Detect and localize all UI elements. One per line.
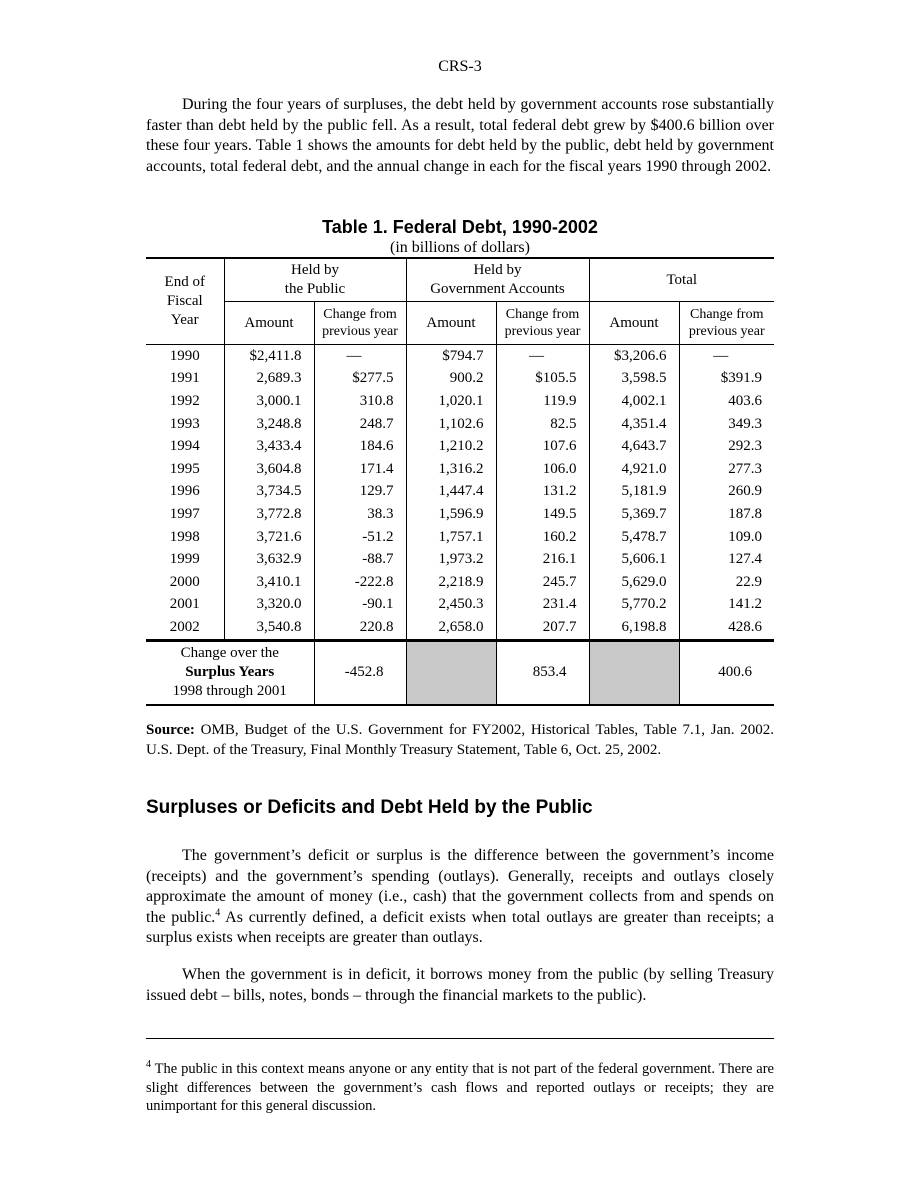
cell-tot-amt: 5,629.0 xyxy=(589,571,679,594)
cell-tot-amt: 5,606.1 xyxy=(589,548,679,571)
cell-tot-amt: 5,770.2 xyxy=(589,594,679,617)
cell-year: 1993 xyxy=(169,415,200,432)
cell-pub-chg: $277.5 xyxy=(314,368,406,391)
table-row xyxy=(146,390,774,413)
cell-pub-chg: 129.7 xyxy=(314,481,406,504)
summary-label: Change over the Surplus Years 1998 through 2001 xyxy=(146,640,314,705)
header-held-by-public: Held by the Public xyxy=(224,258,406,302)
cell-tot-amt: 4,921.0 xyxy=(589,458,679,481)
cell-gov-amt: 1,102.6 xyxy=(406,413,496,436)
cell-pub-chg: 171.4 xyxy=(314,458,406,481)
footnote-reference: 4 xyxy=(215,907,221,919)
summary-total-change: 400.6 xyxy=(679,640,774,705)
table-row xyxy=(146,413,774,436)
cell-tot-amt: 5,478.7 xyxy=(589,526,679,549)
cell-year: 1995 xyxy=(169,460,200,477)
cell-pub-chg: -222.8 xyxy=(314,571,406,594)
cell-year: 1990 xyxy=(146,345,224,368)
table-row xyxy=(146,548,774,571)
cell-tot-chg: 141.2 xyxy=(679,594,774,617)
header-gov-amount: Amount xyxy=(406,302,496,345)
cell-pub-chg: 248.7 xyxy=(314,413,406,436)
deficit-paragraph: The government’s deficit or surplus is the difference between the government’s income (receipts) and the government’s spending (outlays). Generally, receipts and outlays closely approximate the amount of money (i.e., cash) that the government collects from and spends on the public.$^4$ As currently defined, a deficit exists when total outlays are greater than receipts; a surplus exists when receipts are greater than outlays. xyxy=(146,847,774,946)
cell-pub-amt: 3,248.8 xyxy=(224,413,314,436)
cell-pub-amt: 3,734.5 xyxy=(224,481,314,504)
summary-gov-amount-blank xyxy=(406,640,496,705)
cell-gov-amt: 1,316.2 xyxy=(406,458,496,481)
table-row xyxy=(146,345,774,368)
cell-pub-amt: 3,540.8 xyxy=(224,616,314,640)
cell-pub-chg: — xyxy=(314,345,406,368)
cell-year: 1997 xyxy=(169,505,200,522)
table-title: Table 1. Federal Debt, 1990-2002 xyxy=(322,217,598,237)
header-gov-change: Change from previous year xyxy=(496,302,589,345)
cell-gov-amt: 1,596.9 xyxy=(406,503,496,526)
cell-gov-amt: 1,020.1 xyxy=(406,390,496,413)
header-total-amount: Amount xyxy=(589,302,679,345)
cell-tot-amt: $3,206.6 xyxy=(589,345,679,368)
table-row xyxy=(146,368,774,391)
summary-gov-change: 853.4 xyxy=(496,640,589,705)
cell-gov-amt: $794.7 xyxy=(406,345,496,368)
footnote-mark: 4 xyxy=(146,1059,151,1071)
cell-gov-chg: 160.2 xyxy=(496,526,589,549)
cell-year: 1992 xyxy=(169,392,200,409)
section-heading: Surpluses or Deficits and Debt Held by the Public xyxy=(146,797,593,818)
header-held-by-government: Held by Government Accounts xyxy=(406,258,589,302)
summary-public-change: -452.8 xyxy=(314,640,406,705)
cell-pub-amt: 3,410.1 xyxy=(224,571,314,594)
cell-pub-amt: $2,411.8 xyxy=(224,345,314,368)
cell-tot-chg: 292.3 xyxy=(679,435,774,458)
cell-gov-amt: 2,658.0 xyxy=(406,616,496,640)
page-header: CRS-3 xyxy=(438,58,482,75)
cell-tot-chg: 22.9 xyxy=(679,571,774,594)
cell-year: 2000 xyxy=(169,573,200,590)
cell-gov-chg: 119.9 xyxy=(496,390,589,413)
cell-year: 1991 xyxy=(169,370,200,387)
table-row xyxy=(146,571,774,594)
cell-pub-amt: 3,000.1 xyxy=(224,390,314,413)
cell-tot-amt: 4,643.7 xyxy=(589,435,679,458)
footnote: $^4$ The public in this context means anyone or any entity that is not part of the federal government. There are slight differences between the government’s cash flows and reported outlays or receipts; they are unimportant for this general discussion. xyxy=(146,1059,774,1114)
cell-gov-chg: $105.5 xyxy=(496,368,589,391)
table-source xyxy=(146,720,774,760)
header-fiscal-year: End of Fiscal Year xyxy=(146,258,224,345)
cell-tot-chg: 428.6 xyxy=(679,616,774,640)
cell-gov-amt: 900.2 xyxy=(406,368,496,391)
cell-tot-chg: $391.9 xyxy=(679,368,774,391)
header-public-amount: Amount xyxy=(224,302,314,345)
cell-tot-amt: 4,002.1 xyxy=(589,390,679,413)
cell-gov-chg: 207.7 xyxy=(496,616,589,640)
cell-pub-amt: 3,632.9 xyxy=(224,548,314,571)
cell-year: 2001 xyxy=(169,596,200,613)
source-text: OMB, Budget of the U.S. Government for FY2002, Historical Tables, Table 7.1, Jan. 2002. U.S. Dept. of the Treasury, Final Monthly Treasury Statement, Table 6, Oct. 25, 2002. xyxy=(146,722,774,758)
cell-gov-chg: 107.6 xyxy=(496,435,589,458)
cell-pub-amt: 3,433.4 xyxy=(224,435,314,458)
cell-pub-chg: 220.8 xyxy=(314,616,406,640)
header-total: Total xyxy=(589,258,774,302)
cell-gov-amt: 2,218.9 xyxy=(406,571,496,594)
cell-tot-amt: 5,369.7 xyxy=(589,503,679,526)
cell-tot-chg: 260.9 xyxy=(679,481,774,504)
table-row xyxy=(146,481,774,504)
cell-gov-amt: 1,757.1 xyxy=(406,526,496,549)
cell-pub-chg: -51.2 xyxy=(314,526,406,549)
header-public-change: Change from previous year xyxy=(314,302,406,345)
cell-gov-chg: 131.2 xyxy=(496,481,589,504)
cell-tot-amt: 5,181.9 xyxy=(589,481,679,504)
cell-tot-chg: 127.4 xyxy=(679,548,774,571)
cell-gov-chg: 245.7 xyxy=(496,571,589,594)
cell-tot-chg: 109.0 xyxy=(679,526,774,549)
cell-gov-amt: 1,447.4 xyxy=(406,481,496,504)
cell-tot-amt: 4,351.4 xyxy=(589,413,679,436)
table-row xyxy=(146,526,774,549)
cell-tot-chg: 403.6 xyxy=(679,390,774,413)
cell-gov-amt: 2,450.3 xyxy=(406,594,496,617)
cell-gov-chg: — xyxy=(496,345,589,368)
table-row xyxy=(146,458,774,481)
summary-total-amount-blank xyxy=(589,640,679,705)
table-row xyxy=(146,435,774,458)
cell-tot-amt: 3,598.5 xyxy=(589,368,679,391)
cell-pub-amt: 3,721.6 xyxy=(224,526,314,549)
cell-pub-amt: 3,604.8 xyxy=(224,458,314,481)
cell-gov-chg: 106.0 xyxy=(496,458,589,481)
cell-tot-chg: 187.8 xyxy=(679,503,774,526)
header-total-change: Change from previous year xyxy=(679,302,774,345)
cell-year: 1996 xyxy=(169,483,200,500)
cell-tot-chg: — xyxy=(679,345,774,368)
cell-gov-chg: 149.5 xyxy=(496,503,589,526)
cell-pub-chg: 184.6 xyxy=(314,435,406,458)
cell-gov-amt: 1,210.2 xyxy=(406,435,496,458)
cell-gov-chg: 231.4 xyxy=(496,594,589,617)
table-subtitle: (in billions of dollars) xyxy=(390,239,530,256)
cell-year: 1994 xyxy=(169,438,200,455)
federal-debt-table xyxy=(146,257,774,706)
cell-tot-amt: 6,198.8 xyxy=(589,616,679,640)
table-row xyxy=(146,616,774,640)
cell-pub-chg: -88.7 xyxy=(314,548,406,571)
cell-pub-amt: 2,689.3 xyxy=(224,368,314,391)
cell-year: 2002 xyxy=(169,618,200,635)
cell-gov-chg: 216.1 xyxy=(496,548,589,571)
cell-year: 1998 xyxy=(169,528,200,545)
source-label: Source: xyxy=(146,722,195,738)
table-row xyxy=(146,594,774,617)
cell-tot-chg: 277.3 xyxy=(679,458,774,481)
cell-pub-chg: 310.8 xyxy=(314,390,406,413)
borrowing-paragraph: When the government is in deficit, it borrows money from the public (by selling Treasury issued debt – bills, notes, bonds – through the financial markets to the public). xyxy=(146,966,774,1004)
cell-pub-amt: 3,772.8 xyxy=(224,503,314,526)
intro-paragraph: During the four years of surpluses, the debt held by government accounts rose substantially faster than debt held by the public fell. As a result, total federal debt grew by $400.6 billion over these four years. Table 1 shows the amounts for debt held by the public, debt held by government accounts, total federal debt, and the annual change in each for the fiscal years 1990 through 2002. xyxy=(146,96,774,175)
cell-gov-amt: 1,973.2 xyxy=(406,548,496,571)
footnote-divider xyxy=(146,1038,774,1039)
cell-gov-chg: 82.5 xyxy=(496,413,589,436)
cell-year: 1999 xyxy=(169,551,200,568)
cell-pub-chg: 38.3 xyxy=(314,503,406,526)
cell-pub-chg: -90.1 xyxy=(314,594,406,617)
table-row xyxy=(146,503,774,526)
cell-tot-chg: 349.3 xyxy=(679,413,774,436)
cell-pub-amt: 3,320.0 xyxy=(224,594,314,617)
